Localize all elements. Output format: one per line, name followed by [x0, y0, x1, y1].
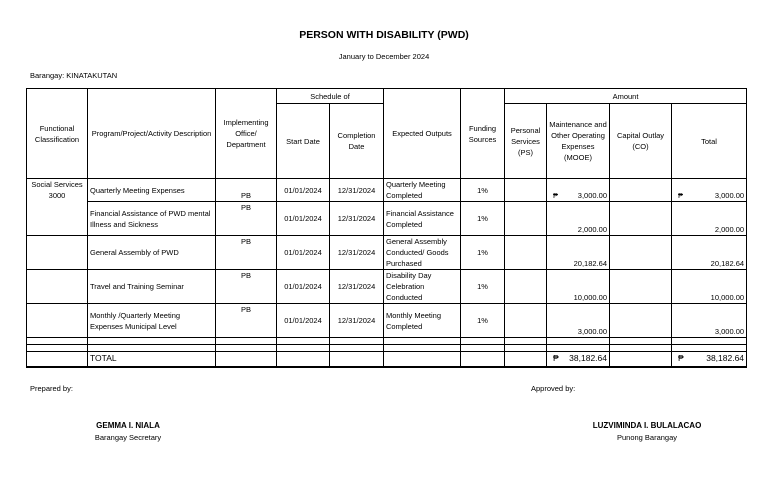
row-total: 2,000.00 — [672, 202, 747, 236]
row-office: PB — [216, 202, 277, 236]
peso-sign: ₱ — [678, 191, 684, 200]
document-title: PERSON WITH DISABILITY (PWD) — [299, 29, 469, 41]
row-mooe: 3,000.00 — [547, 304, 610, 338]
approved-by-title: Punong Barangay — [616, 433, 678, 442]
row-total — [672, 179, 747, 202]
row-start-date: 01/01/2024 — [277, 179, 330, 202]
row-output: Monthly Meeting Completed — [384, 304, 461, 338]
row-ps — [505, 202, 547, 236]
row-mooe: 20,182.64 — [547, 236, 610, 270]
row-output: General Assembly Conducted/ Goods Purchased — [384, 236, 461, 270]
row-classification — [27, 270, 88, 304]
empty-row — [27, 338, 747, 345]
row-start-date: 01/01/2024 — [277, 202, 330, 236]
row-total: 3,000.00 — [672, 304, 747, 338]
row-start-date: 01/01/2024 — [277, 236, 330, 270]
document-period: January to December 2024 — [338, 52, 430, 61]
row-output: Financial Assistance Completed — [384, 202, 461, 236]
row-office: PB — [216, 304, 277, 338]
header-functional: Functional Classification — [27, 89, 88, 179]
row-end-date: 12/31/2024 — [330, 270, 384, 304]
header-program: Program/Project/Activity Description — [88, 89, 216, 179]
empty-row — [27, 345, 747, 352]
row-program: General Assembly of PWD — [88, 236, 216, 270]
row-mooe: 2,000.00 — [547, 202, 610, 236]
header-funding: Funding Sources — [461, 89, 505, 179]
row-program: Quarterly Meeting Expenses — [88, 179, 216, 202]
row-output: Quarterly Meeting Completed — [384, 179, 461, 202]
row-funding: 1% — [461, 236, 505, 270]
row-co — [610, 270, 672, 304]
table-row — [27, 236, 747, 270]
row-mooe-value: 3,000.00 — [577, 191, 607, 200]
row-ps — [505, 236, 547, 270]
table-row — [27, 270, 747, 304]
row-office: PB — [216, 236, 277, 270]
row-ps — [505, 270, 547, 304]
header-row-1 — [27, 89, 747, 104]
row-office: PB — [216, 179, 277, 202]
row-mooe — [547, 179, 610, 202]
row-classification — [27, 202, 88, 236]
row-classification: Social Services 3000 — [27, 179, 88, 202]
table-row — [27, 202, 747, 236]
peso-sign: ₱ — [678, 353, 684, 364]
row-co — [610, 202, 672, 236]
row-end-date: 12/31/2024 — [330, 236, 384, 270]
row-classification — [27, 236, 88, 270]
row-total: 20,182.64 — [672, 236, 747, 270]
row-classification — [27, 304, 88, 338]
prepared-by-label: Prepared by: — [30, 384, 73, 393]
header-ps: Personal Services (PS) — [505, 104, 547, 179]
header-mooe: Maintenance and Other Operating Expenses (MOOE) — [547, 104, 610, 179]
total-row — [27, 352, 747, 367]
row-output: Disability Day Celebration Conducted — [384, 270, 461, 304]
header-amount: Amount — [505, 89, 747, 104]
peso-sign: ₱ — [553, 353, 559, 364]
total-grand — [672, 352, 747, 367]
row-end-date: 12/31/2024 — [330, 202, 384, 236]
row-end-date: 12/31/2024 — [330, 304, 384, 338]
prepared-by-title: Barangay Secretary — [94, 433, 162, 442]
row-co — [610, 236, 672, 270]
row-ps — [505, 179, 547, 202]
header-completion: Completion Date — [330, 104, 384, 179]
row-co — [610, 304, 672, 338]
row-start-date: 01/01/2024 — [277, 304, 330, 338]
row-start-date: 01/01/2024 — [277, 270, 330, 304]
row-total-value: 3,000.00 — [714, 191, 745, 200]
row-ps — [505, 304, 547, 338]
approved-by-label: Approved by: — [531, 384, 576, 393]
row-end-date: 12/31/2024 — [330, 179, 384, 202]
prepared-by-name: GEMMA I. NIALA — [96, 421, 160, 430]
total-label: TOTAL — [88, 352, 216, 367]
barangay-label: Barangay: KINATAKUTAN — [30, 71, 118, 80]
total-grand-value: 38,182.64 — [706, 353, 745, 364]
table-row — [27, 179, 747, 202]
header-co: Capital Outlay (CO) — [610, 104, 672, 179]
table-row — [27, 304, 747, 338]
row-program: Travel and Training Seminar — [88, 270, 216, 304]
approved-by-name: LUZVIMINDA I. BULALACAO — [592, 421, 702, 430]
row-funding: 1% — [461, 202, 505, 236]
row-program: Monthly /Quarterly Meeting Expenses Municipal Level — [88, 304, 216, 338]
row-program: Financial Assistance of PWD mental Illness and Sickness — [88, 202, 216, 236]
total-mooe-value: 38,182.64 — [569, 353, 607, 364]
row-funding: 1% — [461, 179, 505, 202]
header-office: Implementing Office/ Department — [216, 89, 277, 179]
pwd-plan-table — [26, 88, 747, 368]
header-total: Total — [672, 104, 747, 179]
peso-sign: ₱ — [553, 191, 559, 200]
total-mooe — [547, 352, 610, 367]
row-co — [610, 179, 672, 202]
row-office: PB — [216, 270, 277, 304]
row-total: 10,000.00 — [672, 270, 747, 304]
row-funding: 1% — [461, 270, 505, 304]
header-outputs: Expected Outputs — [384, 89, 461, 179]
header-schedule: Schedule of — [277, 89, 384, 104]
row-funding: 1% — [461, 304, 505, 338]
row-mooe: 10,000.00 — [547, 270, 610, 304]
header-start: Start Date — [277, 104, 330, 179]
